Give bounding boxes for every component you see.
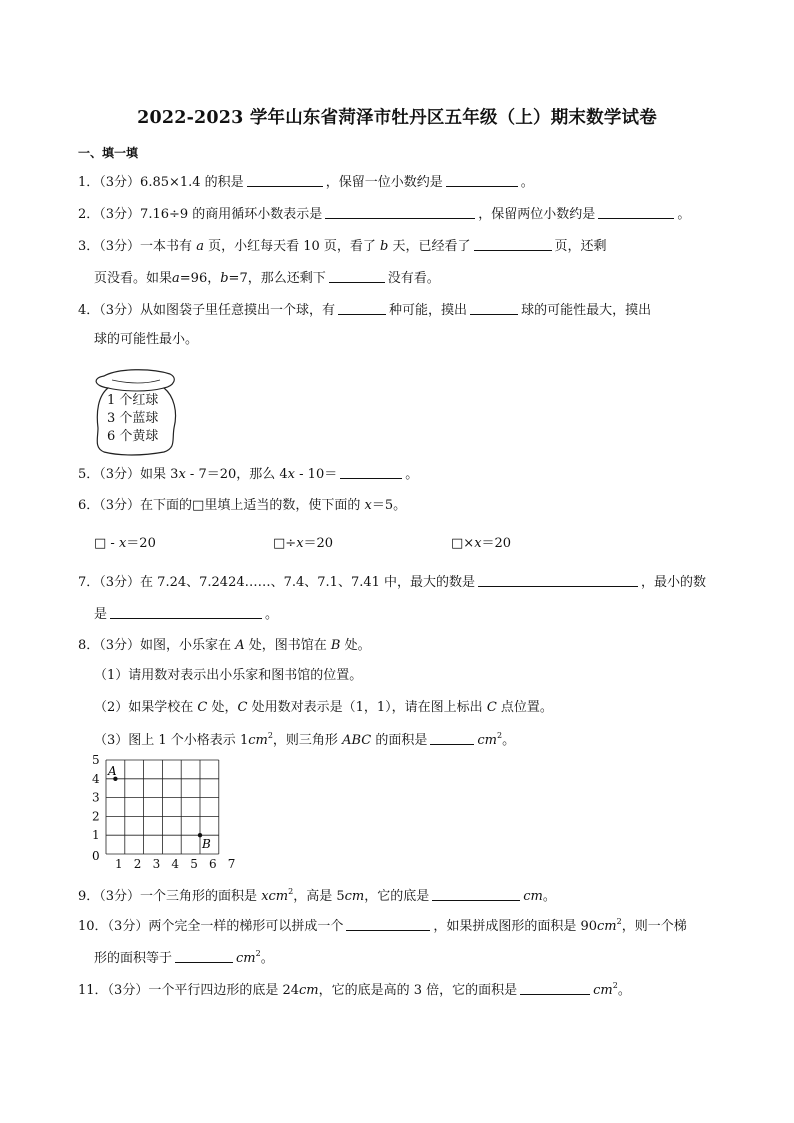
origin-label: 0 bbox=[92, 849, 100, 863]
answer-blank[interactable] bbox=[175, 950, 233, 963]
x-tick-label: 2 bbox=[133, 857, 142, 871]
y-tick-label: 3 bbox=[92, 790, 100, 805]
question-7-line-2: 是 。 bbox=[94, 607, 279, 622]
x-tick-label: 4 bbox=[171, 857, 180, 871]
answer-blank[interactable] bbox=[430, 732, 474, 745]
question-9: 9．（3分）一个三角形的面积是 xcm$^2$，高是 5cm，它的底是 cm。 bbox=[78, 887, 556, 904]
coordinate-grid[interactable] bbox=[88, 753, 248, 872]
answer-blank[interactable] bbox=[247, 174, 323, 187]
answer-blank[interactable] bbox=[478, 574, 638, 587]
question-1: 1．（3分）6.85×1.4 的积是 ，保留一位小数约是 。 bbox=[78, 175, 534, 190]
answer-blank[interactable] bbox=[338, 302, 386, 315]
section-heading: 一、填一填 bbox=[78, 146, 139, 160]
question-10: 10．（3分）两个完全一样的梯形可以拼成一个 ，如果拼成图形的面积是 $90cm^2$，则一个梯 bbox=[78, 917, 687, 934]
question-8: 8．（3分）如图，小乐家在 A 处，图书馆在 B 处。 bbox=[78, 638, 371, 653]
y-tick-label: 5 bbox=[92, 753, 100, 767]
question-6-option-3: □×x＝20 bbox=[451, 536, 512, 551]
x-tick-label: 1 bbox=[115, 857, 123, 871]
question-3-line-2: 页没看。如果a=96，b=7，那么还剩下 没有看。 bbox=[94, 271, 440, 286]
x-tick-label: 7 bbox=[227, 857, 236, 871]
answer-blank[interactable] bbox=[340, 466, 402, 479]
question-6: 6．（3分）在下面的□里填上适当的数，使下面的 x＝5。 bbox=[78, 498, 407, 513]
answer-blank[interactable] bbox=[470, 302, 518, 315]
bag-label-yellow: 6 个黄球 bbox=[107, 429, 159, 444]
answer-blank[interactable] bbox=[598, 206, 674, 219]
x-tick-label: 5 bbox=[190, 857, 198, 871]
question-11: 11．（3分）一个平行四边形的底是 24cm，它的底是高的 3 倍，它的面积是 $cm^2$。 bbox=[78, 981, 631, 998]
answer-blank[interactable] bbox=[520, 982, 590, 995]
question-10-line-2: 形的面积等于 $cm^2$。 bbox=[94, 949, 274, 966]
question-3: 3．（3分）一本书有 a 页，小红每天看 10 页，看了 b 天，已经看了 页，还剩 bbox=[78, 239, 607, 254]
y-tick-label: 4 bbox=[92, 771, 100, 786]
answer-blank[interactable] bbox=[474, 238, 552, 251]
question-5: 5．（3分）如果 3x - 7＝20，那么 4x - 10＝ 。 bbox=[78, 467, 419, 482]
question-6-option-1: □ - x＝20 bbox=[94, 536, 156, 551]
question-8-part-1: （1）请用数对表示出小乐家和图书馆的位置。 bbox=[94, 668, 363, 683]
answer-blank[interactable] bbox=[346, 918, 430, 931]
bag-label-blue: 3 个蓝球 bbox=[107, 411, 159, 426]
question-6-option-2: □÷x＝20 bbox=[273, 536, 334, 551]
question-8-part-3: （3）图上 1 个小格表示 $1cm^2$，则三角形 ABC 的面积是 $cm^2$。 bbox=[94, 731, 516, 748]
answer-blank[interactable] bbox=[446, 174, 518, 187]
question-7: 7．（3分）在 7.24、7.2424……、7.4、7.1、7.41 中，最大的数是 ，最小的数 bbox=[78, 575, 707, 590]
question-2: 2．（3分）7.16÷9 的商用循环小数表示是 ，保留两位小数约是 。 bbox=[78, 207, 691, 222]
x-tick-label: 3 bbox=[152, 857, 161, 871]
answer-blank[interactable] bbox=[110, 606, 262, 619]
answer-blank[interactable] bbox=[325, 206, 475, 219]
y-tick-label: 1 bbox=[92, 828, 100, 843]
point-b-label: B bbox=[202, 837, 211, 852]
x-tick-label: 6 bbox=[209, 857, 217, 871]
answer-blank[interactable] bbox=[329, 270, 385, 283]
y-tick-label: 2 bbox=[92, 809, 100, 824]
point-a-label: A bbox=[108, 763, 117, 778]
question-4: 4．（3分）从如图袋子里任意摸出一个球，有 种可能，摸出 球的可能性最大，摸出 bbox=[78, 303, 652, 318]
answer-blank[interactable] bbox=[432, 888, 520, 901]
bag-label-red: 1 个红球 bbox=[107, 393, 159, 408]
page-title: 2022-2023 学年山东省菏泽市牡丹区五年级（上）期末数学试卷 bbox=[137, 108, 657, 128]
question-4-line-2: 球的可能性最小。 bbox=[94, 332, 199, 347]
question-8-part-2: （2）如果学校在 C 处，C 处用数对表示是（1，1），请在图上标出 C 点位置。 bbox=[94, 700, 553, 715]
